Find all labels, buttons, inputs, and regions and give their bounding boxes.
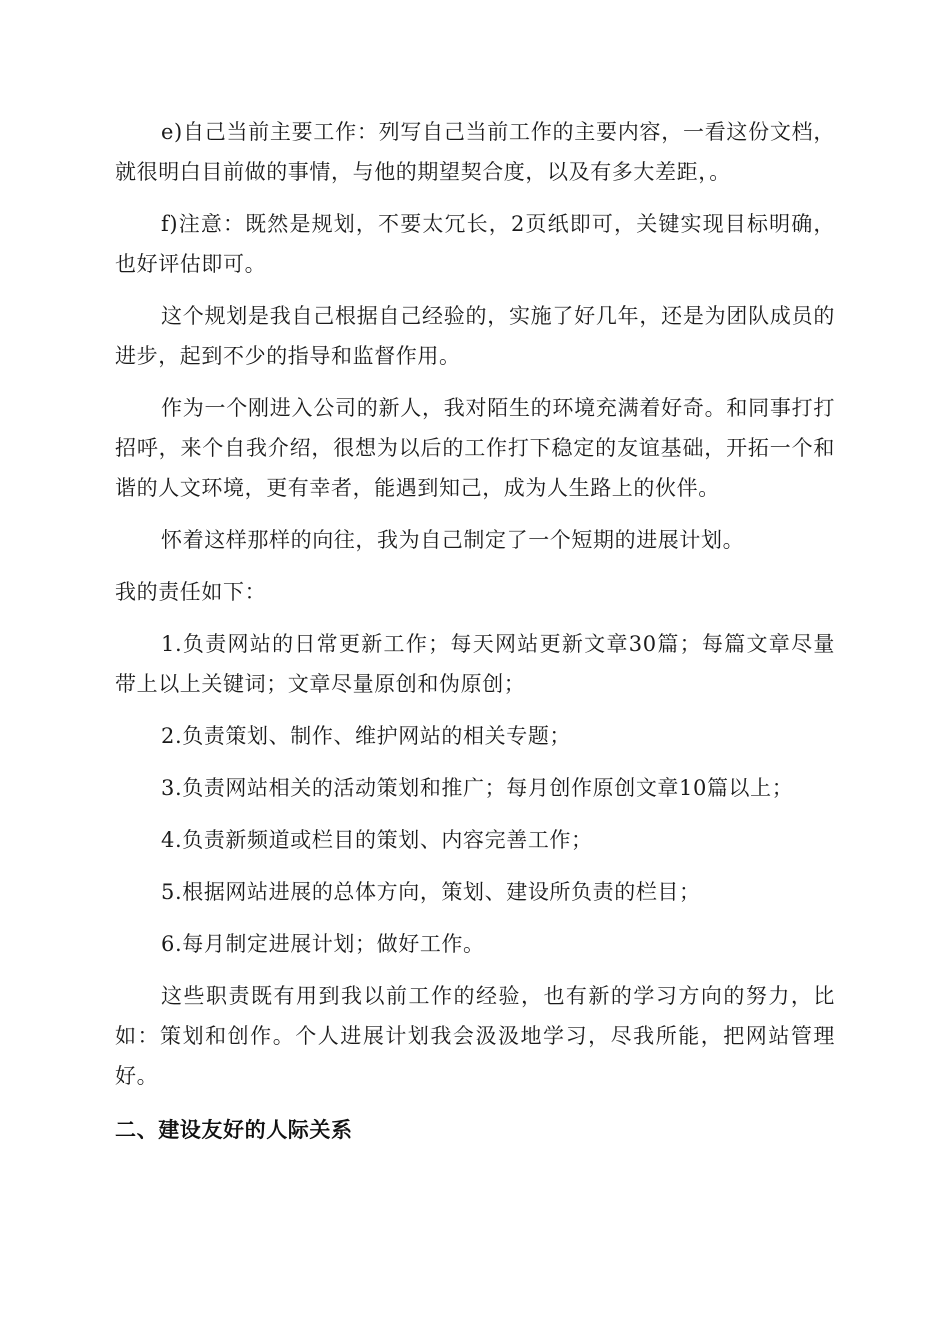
paragraph-current-work: e)自己当前主要工作：列写自己当前工作的主要内容，一看这份文档，就很明白目前做的事情，与他的期望契合度，以及有多大差距，。 (115, 120, 835, 184)
document-body (115, 112, 835, 1150)
list-item-6: 6.每月制定进展计划；做好工作。 (161, 932, 485, 956)
paragraph-note: f)注意：既然是规划，不要太冗长，2页纸即可，关键实现目标明确，也好评估即可。 (115, 212, 835, 276)
section-heading: 二、建设友好的人际关系 (115, 1118, 353, 1142)
paragraph-responsibilities-intro: 我的责任如下： (115, 580, 267, 604)
list-item-2: 2.负责策划、制作、维护网站的相关专题； (161, 724, 572, 748)
list-item-3: 3.负责网站相关的活动策划和推广；每月创作原创文章10篇以上； (161, 776, 794, 800)
paragraph-short-term-plan: 怀着这样那样的向往，我为自己制定了一个短期的进展计划。 (161, 528, 745, 552)
paragraph-newcomer: 作为一个刚进入公司的新人，我对陌生的环境充满着好奇。和同事打打招呼，来个自我介绍，很想为以后的工作打下稳定的友谊基础，开拓一个和谐的人文环境，更有幸者，能遇到知己，成为人生路上的伙伴。 (115, 396, 835, 500)
paragraph-plan-experience: 这个规划是我自己根据自己经验的，实施了好几年，还是为团队成员的进步，起到不少的指导和监督作用。 (115, 304, 835, 368)
list-item-5: 5.根据网站进展的总体方向，策划、建设所负责的栏目； (161, 880, 701, 904)
paragraph-duties-summary: 这些职责既有用到我以前工作的经验，也有新的学习方向的努力，比如：策划和创作。个人进展计划我会汲汲地学习，尽我所能，把网站管理好。 (115, 984, 835, 1088)
list-item-1: 1.负责网站的日常更新工作；每天网站更新文章30篇；每篇文章尽量带上以上关键词；文章尽量原创和伪原创； (115, 632, 835, 696)
list-item-4: 4.负责新频道或栏目的策划、内容完善工作； (161, 828, 593, 852)
